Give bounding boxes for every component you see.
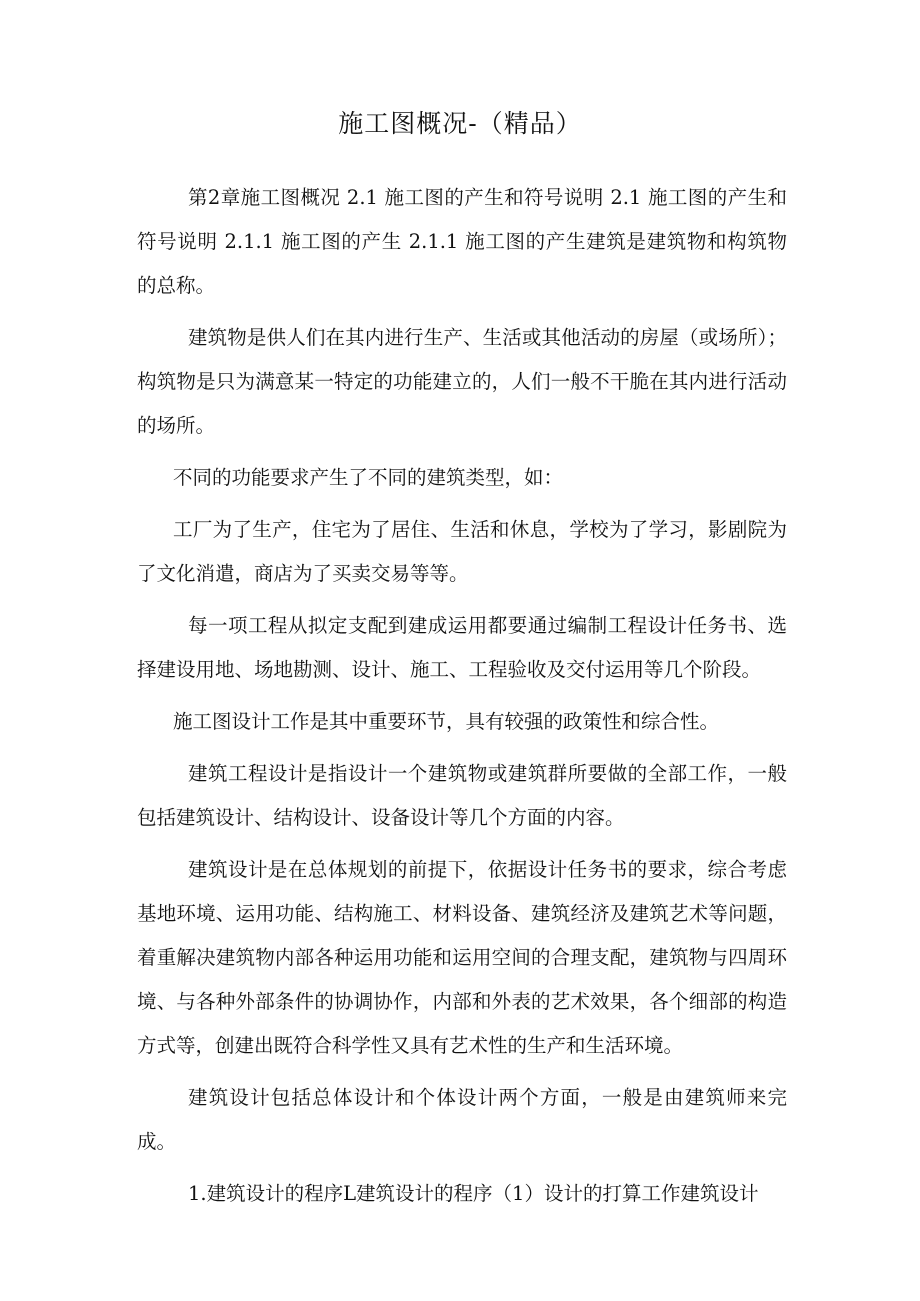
paragraph-10: 1.建筑设计的程序L建筑设计的程序（1）设计的打算工作建筑设计 (188, 1182, 759, 1205)
paragraph-5: 每一项工程从拟定支配到建成运用都要通过编制工程设计任务书、选择建设用地、场地勘测、设计、施工、工程验收及交付运用等几个阶段。 (137, 614, 787, 681)
page-title: 施工图概况-（精品） (338, 109, 582, 138)
paragraph-9: 建筑设计包括总体设计和个体设计两个方面，一般是由建筑师来完成。 (137, 1086, 787, 1153)
paragraph-1: 第2章施工图概况 2.1 施工图的产生和符号说明 2.1 施工图的产生和符号说明 2.1.1 施工图的产生 2.1.1 施工图的产生建筑是建筑物和构筑物的总称。 (137, 186, 787, 297)
paragraph-3: 不同的功能要求产生了不同的建筑类型，如： (173, 466, 564, 489)
paragraph-4: 工厂为了生产，住宅为了居住、生活和休息，学校为了学习，影剧院为了文化消遣，商店为了买卖交易等等。 (137, 518, 787, 585)
paragraph-7: 建筑工程设计是指设计一个建筑物或建筑群所要做的全部工作，一般包括建筑设计、结构设计、设备设计等几个方面的内容。 (137, 762, 787, 829)
document-body (137, 176, 787, 1224)
paragraph-8: 建筑设计是在总体规划的前提下，依据设计任务书的要求，综合考虑基地环境、运用功能、结构施工、材料设备、建筑经济及建筑艺术等问题，着重解决建筑物内部各种运用功能和运用空间的合理支配，建筑物与四周环境、与各种外部条件的协调协作，内部和外表的艺术效果，各个细部的构造方式等，创建出既符合科学性又具有艺术性的生产和生活环境。 (137, 858, 787, 1057)
paragraph-6: 施工图设计工作是其中重要环节，具有较强的政策性和综合性。 (173, 710, 720, 733)
paragraph-2: 建筑物是供人们在其内进行生产、生活或其他活动的房屋（或场所）；构筑物是只为满意某一特定的功能建立的，人们一般不干脆在其内进行活动的场所。 (137, 326, 787, 437)
